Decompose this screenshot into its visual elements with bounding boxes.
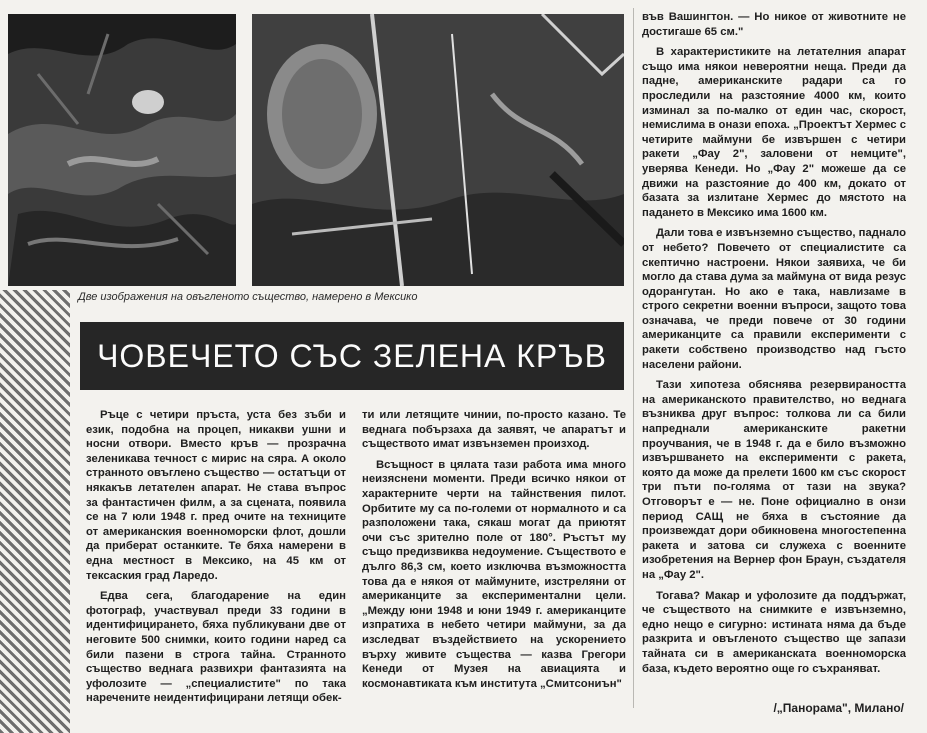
- halftone-edge-strip: [0, 290, 70, 733]
- photo-charred-creature-left: [8, 14, 236, 286]
- paragraph: Дали това е извънземно същество, паднало от небето? Повечето от специалистите са скептично настроени. Някои заявиха, че би могло да става дума за маймуна от вида резус одорангутан. Но ако е така, навлизаме в строго секретни военни въпроси, защото това означава, че преди повече от 30 години американците са правили експерименти с ракети собствено производство над гъсто населени райони.: [642, 227, 906, 371]
- paragraph: ти или летящите чинии, по-просто казано. Те веднага побързаха да заявят, че апаратът и съществото имат извънземен произход.: [362, 409, 626, 451]
- article-headline: ЧОВЕЧЕТО СЪС ЗЕЛЕНА КРЪВ: [97, 338, 607, 374]
- article-column-1: [86, 408, 346, 718]
- column-divider: [633, 8, 634, 708]
- article-column-2: [362, 408, 626, 718]
- paragraph: Всъщност в цялата тази работа има много неизяснени моменти. Преди всичко някои от характерните черти на тайнствения пилот. Орбитите му са по-големи от нормалното и са разположени така, сякаш могат да приютят очи със зрително поле от 180°. Ръстът му също предизвиква недоумение. Съществото е дълго 86,3 см, което изключва възможността това да е някоя от маймуните, изстреляни от американците за експериментални цели. „Между юни 1948 и юни 1949 г. американците изпратиха в небето четири маймуни, за да изследват въздействието на ускорението върху живите същества — казва Грегори Кенеди от Музея на авиацията и космонавтиката към института „Смитсониън": [362, 458, 626, 690]
- source-signature: /„Панорама", Милано/: [773, 701, 904, 715]
- paragraph: Едва сега, благодарение на един фотограф, участвувал преди 33 години в идентифицирането, бяха публикувани две от неговите 500 снимки, които години наред са били пазени в строга тайна. Странното същество веднага развихри фантазията на уфолозите — „специалистите" по така наречените неидентифицирани летящи обек-: [86, 590, 346, 705]
- paragraph: във Вашингтон. — Но никое от животните не достигаше 65 см.": [642, 11, 906, 38]
- headline-banner: [80, 322, 624, 390]
- photo-charred-creature-right: [252, 14, 624, 286]
- paragraph: Ръце с четири пръста, уста без зъби и език, подобна на процеп, никакви ушни и носни отвори. Вместо кръв — прозрачна зеленикава течност с мирис на сяра. А около странното овъглено същество — остатъци от някакъв летателен апарат. Не става въпрос за фантастичен филм, а за сцената, появила се на 7 юли 1948 г. пред очите на техниците от американския военноморски флот, дошли да приберат останките. Те бяха намерени в една местност в Мексико, на 45 км от тексаския град Ларедо.: [86, 409, 346, 582]
- article-column-3: [642, 10, 906, 700]
- paragraph: Тази хипотеза обяснява резервираността на американското правителство, но веднага възниква друг въпрос: толкова ли са били напреднали американските ракетни проучвания, че в 1948 г. да е било възможно извършването на експерименти с ракета, която да може да прелети 1600 км със скорост три пъти по-голяма от тази на звука? Отговорът е — не. Поне официално в онзи период САЩ не бяха в състояние да произвеждат дори обикновена многостепенна ракета и затова си служеха с военните изобретения на Вернер фон Браун, създателя на „Фау 2".: [642, 379, 906, 581]
- paragraph: В характеристиките на летателния апарат също има някои невероятни неща. Преди да падне, американските радари са го проследили на разстояние 4000 км, които изминал за по-малко от един час, скорост, немислима в онази епоха. „Проектът Хермес с четирите маймуни бе извършен с четири ракети „Фау 2", заловени от немците", уверява Кенеди. Но „Фау 2" можеше да се движи на разстояние до 400 км, докато от базата за излитане Хермес до мястото на падането в Мексико има 1600 км.: [642, 46, 906, 219]
- photo-caption: Две изображения на овъгленото същество, намерено в Мексико: [78, 291, 418, 303]
- paragraph: Тогава? Макар и уфолозите да поддържат, че съществото на снимките е извънземно, едно нещо е сигурно: истината няма да бъде разкрита и овъгленото същество ще запази тайната си в американската военноморска база, където вероятно още го съхраняват.: [642, 589, 906, 675]
